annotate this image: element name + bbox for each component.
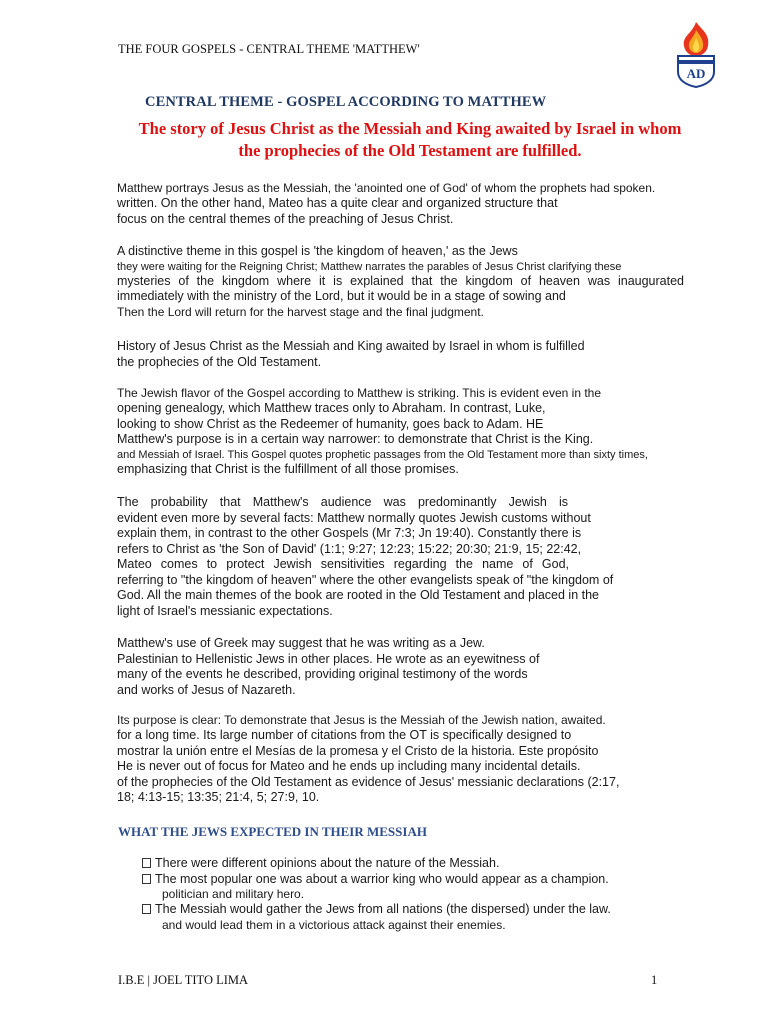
text-line: Palestinian to Hellenistic Jews in other places. He wrote as an eyewitness of [117, 651, 540, 666]
subtitle [110, 118, 710, 162]
paragraph-7 [117, 713, 677, 806]
bullet-continuation: and would lead them in a victorious attack against their enemies. [162, 917, 506, 932]
logo-initials: AD [686, 66, 706, 81]
text-line: looking to show Christ as the Redeemer of humanity, goes back to Adam. HE [117, 416, 544, 431]
running-header: THE FOUR GOSPELS - CENTRAL THEME 'MATTHEW' [118, 42, 420, 56]
text-line: the prophecies of the Old Testament. [117, 354, 322, 369]
text-line: God. All the main themes of the book are rooted in the Old Testament and placed in the [117, 588, 600, 602]
text-line: Matthew's use of Greek may suggest that he was writing as a Jew. [117, 636, 485, 650]
list-item [142, 872, 662, 903]
bullet-list [142, 856, 662, 933]
bullet-text: The most popular one was about a warrior king who would appear as a champion. [155, 871, 609, 886]
text-line: and Messiah of Israel. This Gospel quotes prophetic passages from the Old Testament more than sixty times, [117, 448, 648, 461]
paragraph-3 [117, 339, 677, 370]
text-line: referring to "the kingdom of heaven" where the other evangelists speak of "the kingdom of [117, 572, 614, 587]
text-line: many of the events he described, providing original testimony of the words [117, 667, 528, 681]
text-line: Mateo comes to protect Jewish sensitivities regarding the name of God, [117, 557, 569, 571]
subtitle-line: The story of Jesus Christ as the Messiah and King awaited by Israel in whom [138, 119, 682, 138]
text-line: He is never out of focus for Mateo and he ends up including many incidental details. [117, 759, 581, 773]
text-line: A distinctive theme in this gospel is 'the kingdom of heaven,' as the Jews [117, 244, 518, 258]
text-line: focus on the central themes of the preaching of Jesus Christ. [117, 211, 454, 226]
checkbox-bullet-icon [142, 858, 151, 868]
paragraph-2 [117, 244, 684, 320]
text-line: light of Israel's messianic expectations. [117, 603, 333, 618]
text-line: opening genealogy, which Matthew traces only to Abraham. In contrast, Luke, [117, 401, 546, 415]
paragraph-5 [117, 495, 677, 619]
text-line: immediately with the ministry of the Lord, but it would be in a stage of sowing and [117, 289, 566, 303]
paragraph-4 [117, 386, 677, 477]
section-heading: CENTRAL THEME - GOSPEL ACCORDING TO MATTHEW [145, 94, 547, 110]
checkbox-bullet-icon [142, 874, 151, 884]
page-number: 1 [651, 973, 658, 987]
church-logo-icon [672, 20, 720, 88]
paragraph-1 [117, 181, 677, 227]
text-line: Matthew portrays Jesus as the Messiah, the 'anointed one of God' of whom the prophets had spoken. [117, 181, 656, 195]
text-line: The Jewish flavor of the Gospel according to Matthew is striking. This is evident even in the [117, 386, 602, 400]
bullet-text: The Messiah would gather the Jews from all nations (the dispersed) under the law. [155, 902, 611, 916]
subtitle-line: the prophecies of the Old Testament are fulfilled. [238, 141, 582, 160]
text-line: evident even more by several facts: Matthew normally quotes Jewish customs without [117, 510, 591, 525]
bullet-continuation: politician and military hero. [162, 887, 305, 901]
text-line: Its purpose is clear: To demonstrate that Jesus is the Messiah of the Jewish nation, awaited. [117, 713, 606, 727]
list-item [142, 902, 662, 933]
bullet-text: There were different opinions about the nature of the Messiah. [155, 856, 500, 870]
subsection-heading: WHAT THE JEWS EXPECTED IN THEIR MESSIAH [118, 824, 427, 839]
text-line: Then the Lord will return for the harvest stage and the final judgment. [117, 304, 484, 319]
checkbox-bullet-icon [142, 904, 151, 914]
text-line: they were waiting for the Reigning Christ; Matthew narrates the parables of Jesus Christ clarifying these [117, 260, 622, 273]
text-line: History of Jesus Christ as the Messiah and King awaited by Israel in whom is fulfilled [117, 339, 585, 353]
text-line: The probability that Matthew's audience was predominantly Jewish is [117, 495, 568, 509]
paragraph-6 [117, 636, 677, 698]
text-line: mysteries of the kingdom where it is explained that the kingdom of heaven was inaugurated [117, 273, 684, 288]
running-footer: I.B.E | JOEL TITO LIMA [118, 973, 249, 987]
list-item [142, 856, 662, 872]
text-line: refers to Christ as 'the Son of David' (1:1; 9:27; 12:23; 15:22; 20:30; 21:9, 15; 22:42, [117, 541, 582, 556]
text-line: Matthew's purpose is in a certain way narrower: to demonstrate that Christ is the King. [117, 432, 594, 446]
text-line: and works of Jesus of Nazareth. [117, 682, 296, 697]
text-line: mostrar la unión entre el Mesías de la promesa y el Cristo de la historia. Este propósito [117, 743, 599, 758]
text-line: emphasizing that Christ is the fulfillment of all those promises. [117, 461, 459, 476]
text-line: of the prophecies of the Old Testament as evidence of Jesus' messianic declarations (2:17, [117, 774, 620, 789]
text-line: written. On the other hand, Mateo has a quite clear and organized structure that [117, 196, 558, 210]
text-line: explain them, in contrast to the other Gospels (Mr 7:3; Jn 19:40). Constantly there is [117, 526, 582, 540]
text-line: 18; 4:13-15; 13:35; 21:4, 5; 27:9, 10. [117, 790, 320, 804]
text-line: for a long time. Its large number of citations from the OT is specifically designed to [117, 728, 572, 742]
